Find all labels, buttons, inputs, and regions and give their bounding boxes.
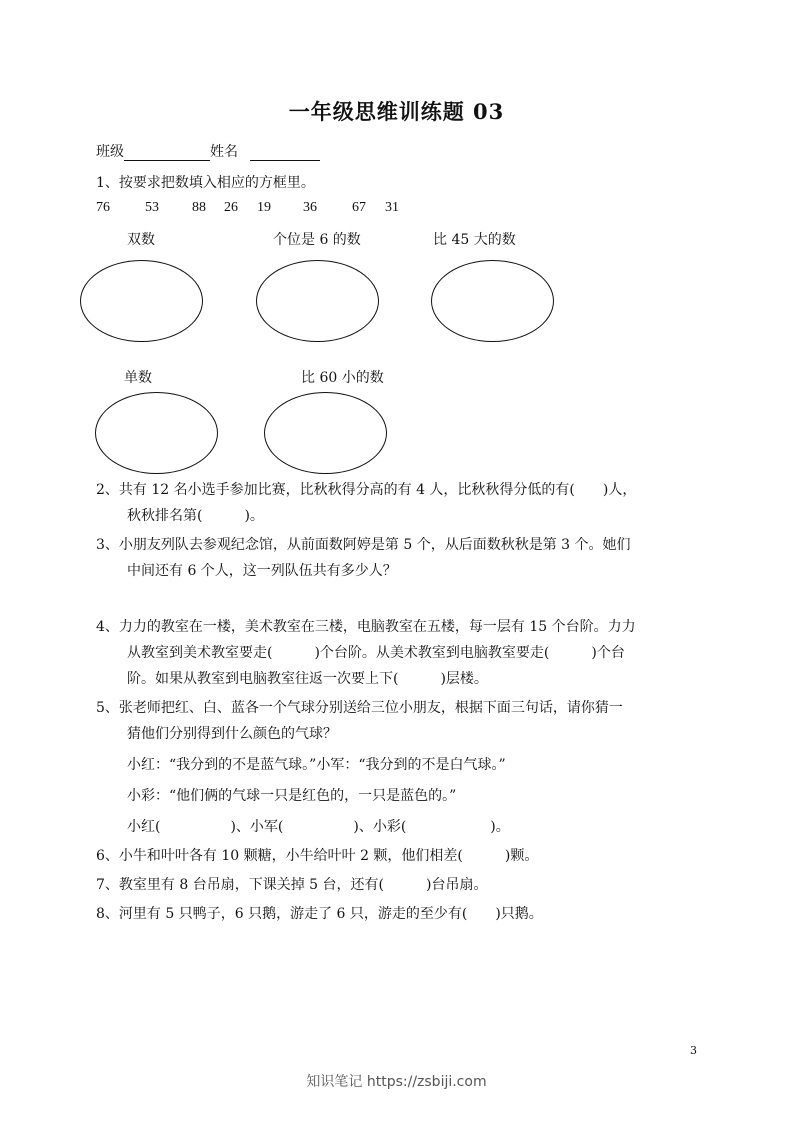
number-item: 88 [192,200,206,215]
class-blank[interactable] [124,146,210,161]
footer-watermark: 知识笔记 https://zsbiji.com [306,1074,487,1090]
number-item: 76 [96,200,110,215]
q4-line3: 阶。如果从教室到电脑教室往返一次要上下( )层楼。 [127,671,488,687]
page-title: 一年级思维训练题 03 [288,99,505,124]
label-less-60: 比 60 小的数 [301,370,384,386]
q5-line3: 小红：“我分到的不是蓝气球。”小军：“我分到的不是白气球。” [127,757,506,773]
number-item: 36 [303,200,317,215]
q1-text: 1、按要求把数填入相应的方框里。 [96,175,315,191]
even-answer-oval[interactable] [80,260,203,342]
q2-line2: 秋秋排名第( )。 [127,508,264,524]
q8-text: 8、河里有 5 只鸭子，6 只鹅，游走了 6 只，游走的至少有( )只鹅。 [96,906,543,922]
q7-text: 7、教室里有 8 台吊扇，下课关掉 5 台，还有( )台吊扇。 [96,877,488,893]
name-blank[interactable] [250,146,320,161]
q5-line1: 5、张老师把红、白、蓝各一个气球分别送给三位小朋友，根据下面三句话，请你猜一 [96,700,623,716]
label-greater-45: 比 45 大的数 [433,232,516,248]
label-odd: 单数 [124,370,152,386]
less-60-answer-oval[interactable] [264,392,387,474]
number-item: 26 [224,200,238,215]
number-item: 67 [352,200,366,215]
number-item: 19 [257,200,271,215]
q5-line4: 小彩：“他们俩的气球一只是红色的，一只是蓝色的。” [127,788,457,804]
page-number: 3 [690,1044,697,1057]
label-units-6: 个位是 6 的数 [273,232,361,248]
q5-line2: 猜他们分别得到什么颜色的气球？ [127,726,337,742]
label-even: 双数 [127,232,155,248]
q4-line2: 从教室到美术教室要走( )个台阶。从美术教室到电脑教室要走( )个台 [127,645,625,661]
student-info-row [96,141,320,161]
q5-line5: 小红( )、小军( )、小彩( )。 [127,819,510,835]
number-item: 31 [385,200,399,215]
q4-line1: 4、力力的教室在一楼，美术教室在三楼，电脑教室在五楼，每一层有 15 个台阶。力力 [96,619,636,635]
number-item: 53 [145,200,159,215]
q2-line1: 2、共有 12 名小选手参加比赛，比秋秋得分高的有 4 人，比秋秋得分低的有( )人， [96,482,637,498]
class-label: 班级 [96,144,124,160]
q3-line2: 中间还有 6 个人，这一列队伍共有多少人？ [127,563,397,579]
greater-45-answer-oval[interactable] [431,260,554,342]
odd-answer-oval[interactable] [95,392,218,474]
name-label: 姓名 [210,144,238,160]
units-6-answer-oval[interactable] [256,260,379,342]
q6-text: 6、小牛和叶叶各有 10 颗糖，小牛给叶叶 2 颗，他们相差( )颗。 [96,848,539,864]
q3-line1: 3、小朋友列队去参观纪念馆，从前面数阿婷是第 5 个，从后面数秋秋是第 3 个。她们 [96,537,631,553]
